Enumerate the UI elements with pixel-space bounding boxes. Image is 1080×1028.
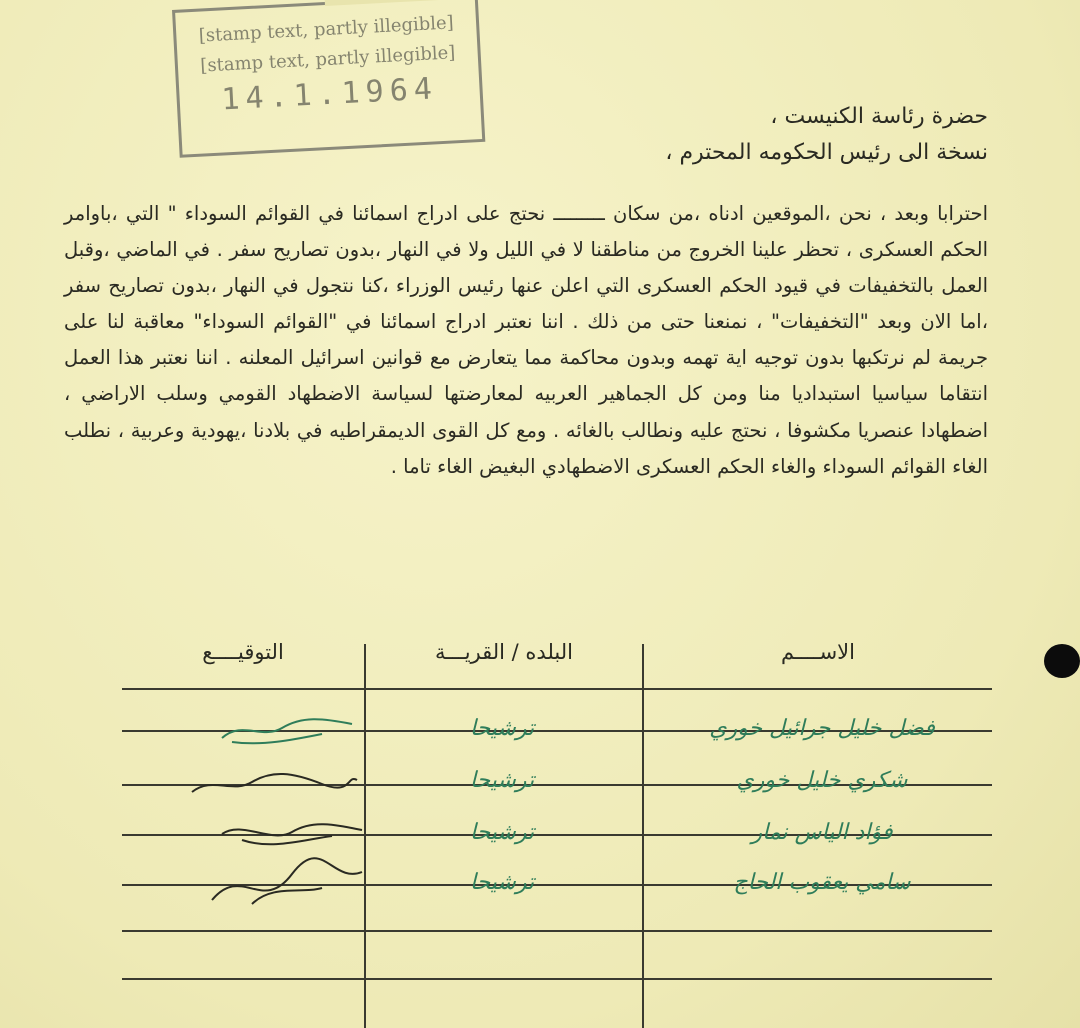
header-signature: التوقيــــع — [202, 640, 284, 664]
signer-name: فؤاد الياس نمار — [751, 820, 893, 845]
stamp-line-2: [stamp text, partly illegible] — [199, 42, 456, 77]
header-town: البلده / القريـــة — [435, 640, 573, 664]
signature-3 — [202, 810, 372, 854]
table-rule — [122, 978, 992, 980]
signer-town: ترشيحا — [469, 820, 535, 845]
table-rule — [122, 688, 992, 690]
header-name: الاســــم — [781, 640, 855, 664]
punch-hole — [1044, 644, 1080, 678]
table-rule — [122, 930, 992, 932]
signer-name: شكري خليل خوري — [736, 768, 908, 793]
signer-town: ترشيحا — [469, 716, 535, 741]
signature-table — [122, 634, 992, 1028]
signer-name: سامي يعقوب الحاج — [733, 870, 911, 895]
received-stamp — [172, 0, 485, 158]
table-divider-2 — [642, 644, 644, 1028]
copy-to-line: نسخة الى رئيس الحكومه المحترم ، — [665, 140, 988, 165]
signature-2 — [182, 762, 362, 806]
signer-name: فضل خليل جرائيل خوري — [709, 716, 935, 741]
stamp-line-1: [stamp text, partly illegible] — [198, 12, 455, 47]
signature-4 — [192, 854, 372, 914]
addressee-line: حضرة رئاسة الكنيست ، — [770, 104, 988, 129]
signature-1 — [202, 710, 362, 754]
stamp-torn-strip — [324, 0, 475, 6]
signer-town: ترشيحا — [469, 768, 535, 793]
stamp-date: 14.1.1964 — [220, 71, 439, 118]
signer-town: ترشيحا — [469, 870, 535, 895]
petition-body: احترابا وبعد ، نحن ،الموقعين ادناه ،من سكان ـــــــــ نحتج على ادراج اسمائنا في القوائم السوداء " التي ،باوامر الحكم العسكرى ، تحظر علينا الخروج من مناطقنا لا في الليل ولا في النهار ،بدون تصاريح سفر . في الماضي ،وقبل العمل بالتخفيفات في قيود الحكم العسكرى التي اعلن عنها رئيس الوزراء ،كنا نتجول في النهار ،بدون تصاريح سفر ،اما الان وبعد "التخفيفات" ، نمنعنا حتى من ذلك . اننا نعتبر ادراج اسمائنا في "القوائم السوداء" معاقبة لنا على جريمة لم نرتكبها بدون توجيه اية تهمه وبدون محاكمة مما يتعارض مع قوانين اسرائيل المعلنه . اننا نعتبر هذا العمل انتقاما سياسيا استبداديا منا ومن كل الجماهير العربيه لمعارضتها لسياسة الاضطهاد القومي وسلب الاراضي ، اضطهادا عنصريا مكشوفا ، نحتج عليه ونطالب بالغائه . ومع كل القوى الديمقراطيه في بلادنا ،يهودية وعربية ، نطلب الغاء القوائم السوداء والغاء الحكم العسكرى الاضطهادي البغيض الغاء تاما . — [64, 202, 988, 478]
